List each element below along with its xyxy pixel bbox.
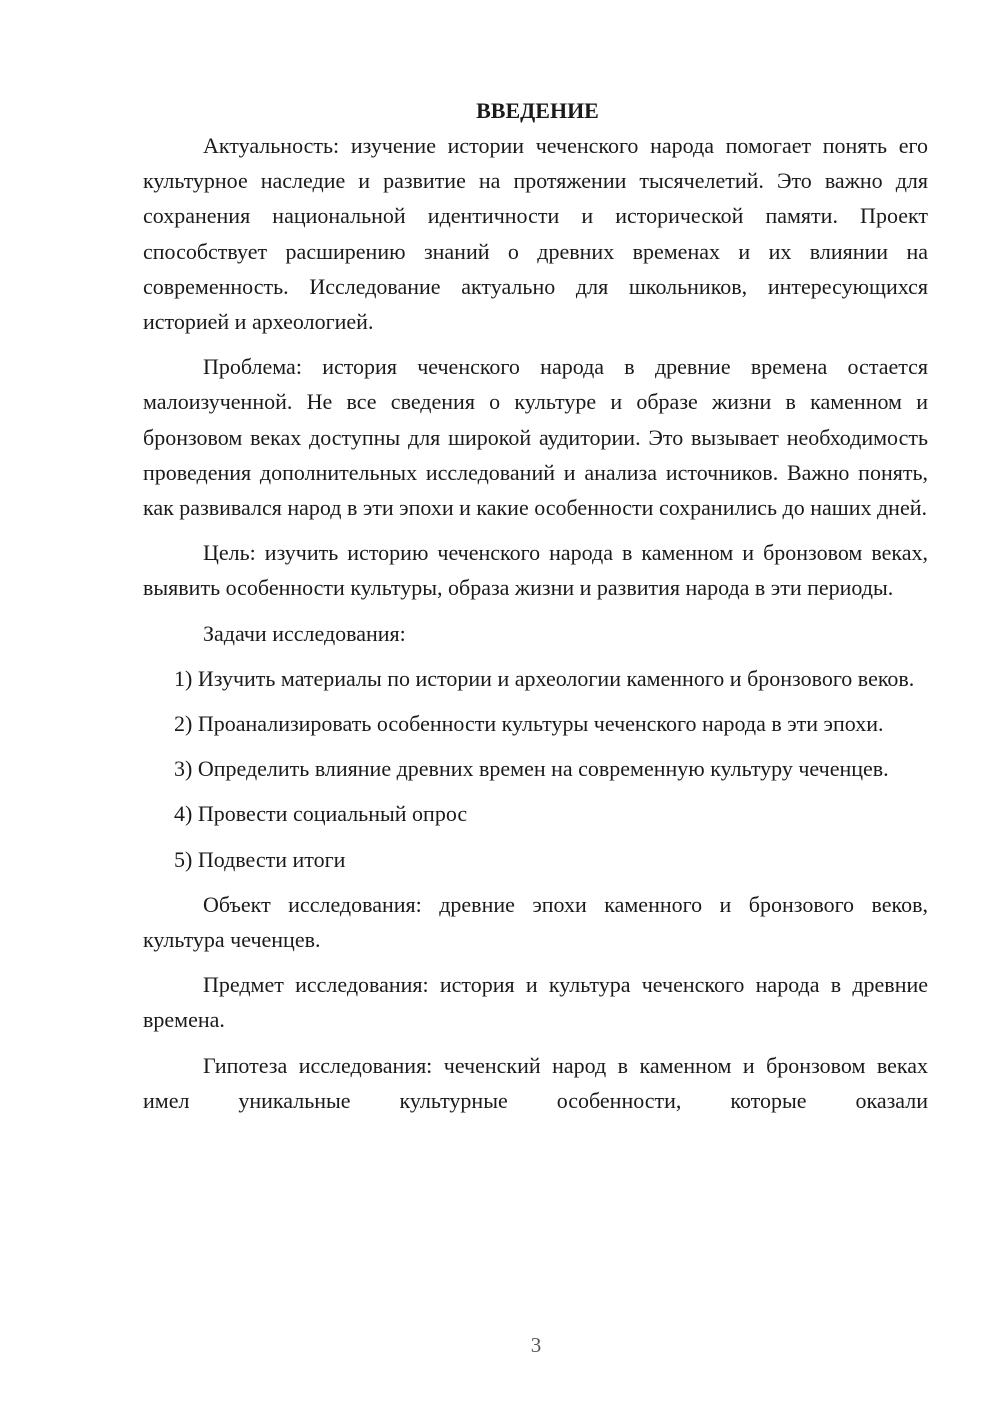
page-number: 3 xyxy=(530,1333,542,1357)
paragraph-problem: Проблема: история чеченского народа в древние времена остается малоизученной. Не все сведения о культуре и образе жизни в каменном и бронзовом веках доступны для широкой аудитории. Это вызывает необходимость проведения дополнительных исследований и анализа источников. Важно понять, как развивался народ в эти эпохи и какие особенности сохранились до наших дней. xyxy=(143,354,928,521)
paragraph-tasks-heading: Задачи исследования: xyxy=(203,620,406,646)
paragraph-hypothesis: Гипотеза исследования: чеченский народ в каменном и бронзовом веках имел уникальные культурные особенности, которые оказали xyxy=(143,1052,928,1113)
task-item: 4) Провести социальный опрос xyxy=(174,801,468,827)
task-item: 1) Изучить материалы по истории и археологии каменного и бронзового веков. xyxy=(174,665,915,691)
section-title: ВВЕДЕНИЕ xyxy=(476,98,599,123)
task-item: 2) Проанализировать особенности культуры чеченского народа в эти эпохи. xyxy=(174,711,884,737)
paragraph-goal: Цель: изучить историю чеченского народа в каменном и бронзовом веках, выявить особенности культуры, образа жизни и развития народа в эти периоды. xyxy=(143,540,928,601)
task-item: 3) Определить влияние древних времен на современную культуру чеченцев. xyxy=(174,756,889,782)
paragraph-relevance: Актуальность: изучение истории чеченского народа помогает понять его культурное наследие и развитие на протяжении тысячелетий. Это важно для сохранения национальной идентичности и исторической памяти. Проект способствует расширению знаний о древних временах и их влиянии на современность. Исследование актуально для школьников, интересующихся историей и археологией. xyxy=(143,133,928,335)
paragraph-subject: Предмет исследования: история и культура чеченского народа в древние времена. xyxy=(143,972,928,1033)
paragraph-object: Объект исследования: древние эпохи каменного и бронзового веков, культура чеченцев. xyxy=(143,891,928,953)
task-item: 5) Подвести итоги xyxy=(174,846,346,872)
document-page xyxy=(143,93,928,1128)
